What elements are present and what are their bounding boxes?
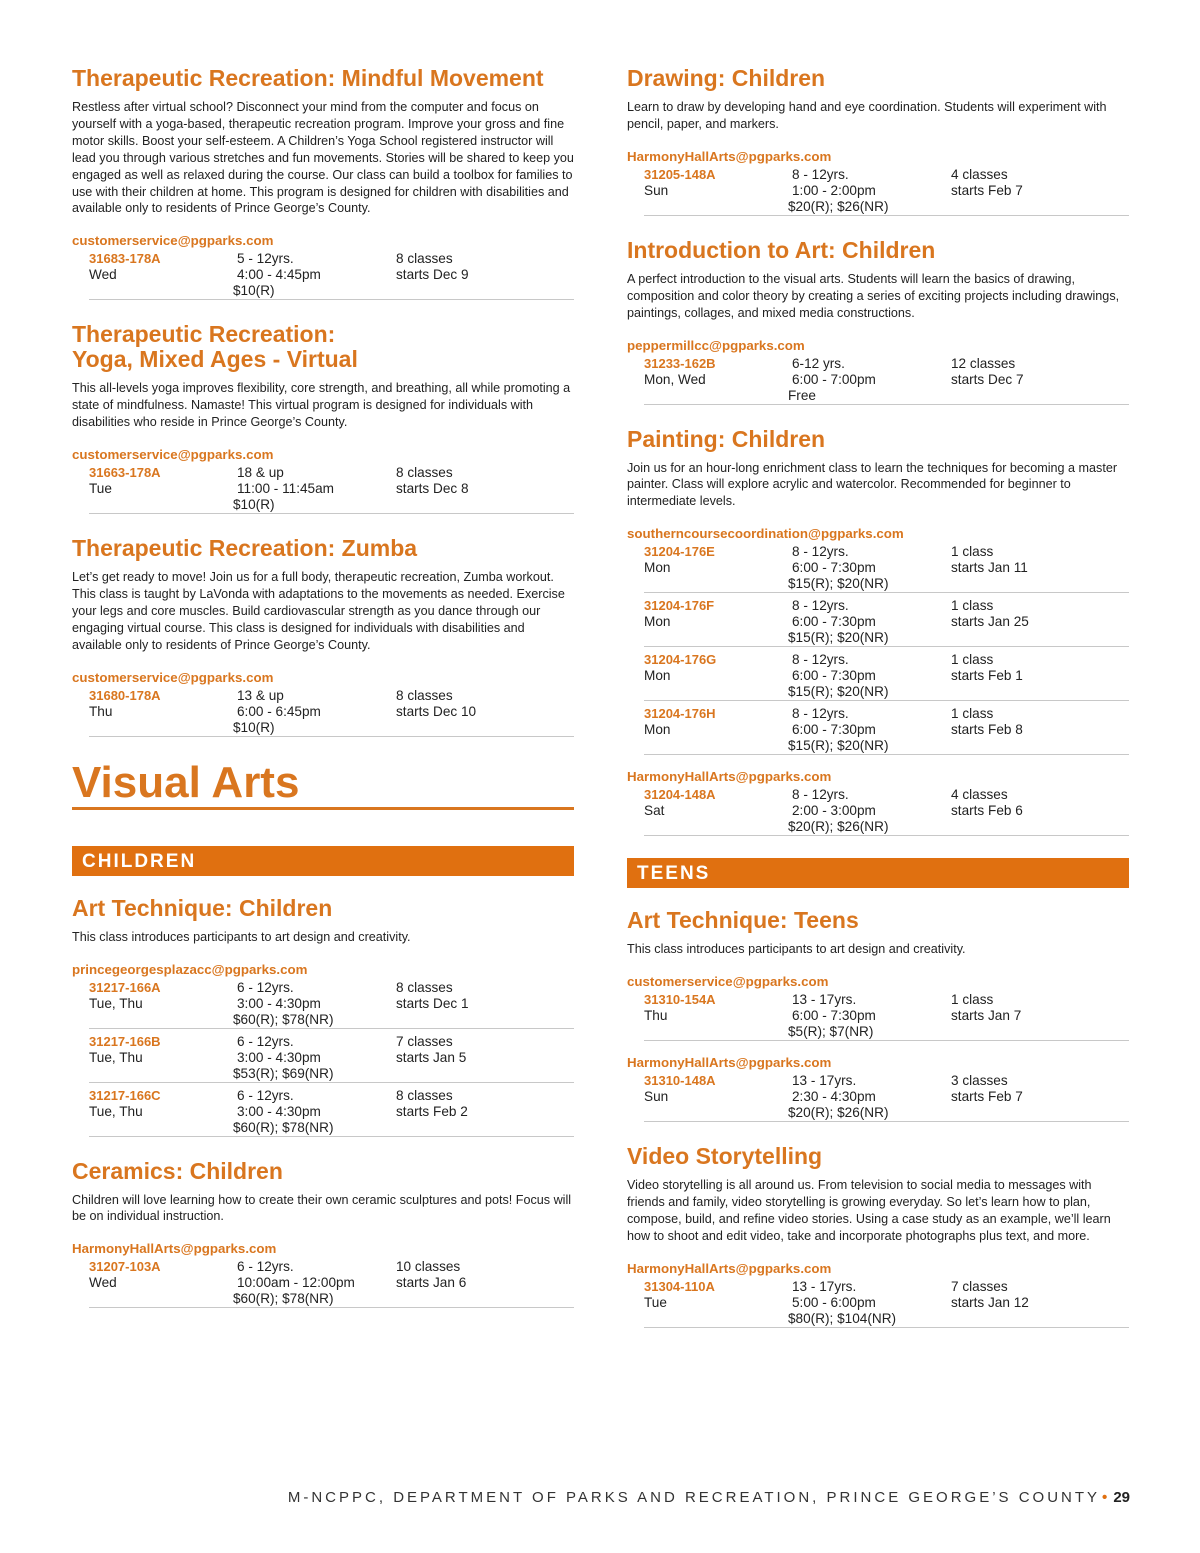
session-code: 31683-178A: [89, 251, 161, 267]
session-fee: $20(R); $26(NR): [788, 819, 889, 835]
session-code: 31204-176G: [644, 652, 717, 668]
course-description: Restless after virtual school? Disconnect your mind from the computer and focus on yourself with a yoga-based, therapeutic recreation program. Improve your gross and fine motor skills. Boost your self-esteem. A Children’s Yoga School registered instructor will lead you through various stretches and fun movements. Stories will be shared to keep you engaged as well as relaxed during the course. Our class can build a toolbox for families to use with their children at home. This program is designed for children with disabilities and available only to residents of Prince George’s County.: [72, 100, 574, 216]
session-code-days: [89, 688, 229, 720]
session-fee: $53(R); $69(NR): [233, 1065, 334, 1081]
session-time: 11:00 - 11:45am: [237, 481, 334, 497]
contact-email-link[interactable]: customerservice@pgparks.com: [72, 447, 274, 463]
session-ages-time-fee: [788, 787, 947, 835]
course-description: Let’s get ready to move! Join us for a full body, therapeutic recreation, Zumba workout. This class is taught by LaVonda with adaptations to the movements as needed. Exercise your legs and core muscles. Build cardiovascular strength as you dance through our engaging virtual course. This class is designed for individuals with disabilities and available only to residents of Prince George’s County.: [72, 570, 565, 652]
session-code: 31233-162B: [644, 355, 716, 371]
session-ages: 5 - 12yrs.: [237, 251, 294, 267]
session-classes-start: [951, 992, 1121, 1024]
session-days: Wed: [89, 267, 117, 283]
session-ages-time-fee: [233, 251, 392, 299]
course-title-text: Introduction to Art: Children: [627, 236, 936, 263]
session-start-date: starts Feb 7: [951, 1089, 1023, 1105]
session-code: 31207-103A: [89, 1259, 161, 1275]
session-class-count: 1 class: [951, 544, 994, 560]
session-ages-time-fee: [788, 355, 947, 404]
course-session-row: [89, 465, 574, 514]
session-ages-time-fee: [233, 1259, 392, 1307]
session-fee: $15(R); $20(NR): [788, 630, 889, 646]
session-start-date: starts Dec 9: [396, 267, 469, 283]
session-code-days: [644, 356, 784, 388]
session-code: 31204-148A: [644, 787, 716, 803]
session-classes-start: [396, 1088, 566, 1120]
contact-email-link[interactable]: HarmonyHallArts@pgparks.com: [627, 1260, 832, 1276]
session-start-date: starts Feb 1: [951, 668, 1023, 684]
session-classes-start: [396, 1259, 566, 1291]
session-classes-start: [951, 787, 1121, 819]
session-classes-start: [951, 1279, 1121, 1311]
session-ages-time-fee: [788, 992, 947, 1040]
session-time: 4:00 - 4:45pm: [237, 267, 321, 283]
course-block: [72, 1159, 574, 1309]
session-start-date: starts Dec 8: [396, 481, 469, 497]
course-session-row: [89, 251, 574, 300]
contact-email-link[interactable]: HarmonyHallArts@pgparks.com: [627, 769, 832, 785]
session-ages-time-fee: [788, 1073, 947, 1121]
category-band-teens: TEENS: [627, 858, 1129, 888]
session-code: 31304-110A: [644, 1278, 715, 1294]
category-band-children: CHILDREN: [72, 846, 574, 876]
session-fee: $60(R); $78(NR): [233, 1011, 334, 1027]
registration-group: [627, 769, 1129, 836]
session-code-days: [89, 251, 229, 283]
session-code: 31680-178A: [89, 687, 161, 703]
session-code-days: [89, 1088, 229, 1120]
contact-email-link[interactable]: customerservice@pgparks.com: [72, 233, 274, 249]
contact-email-link[interactable]: HarmonyHallArts@pgparks.com: [627, 1055, 832, 1071]
session-class-count: 8 classes: [396, 687, 453, 703]
session-days: Tue: [89, 481, 112, 497]
session-fee: $80(R); $104(NR): [788, 1310, 897, 1326]
session-classes-start: [396, 980, 566, 1012]
session-ages-time-fee: [788, 652, 947, 700]
session-days: Thu: [644, 1008, 668, 1024]
session-fee: $20(R); $26(NR): [788, 198, 889, 214]
course-session-row: [89, 1034, 574, 1083]
session-classes-start: [951, 356, 1121, 388]
session-days: Sat: [644, 803, 665, 819]
page-number: 29: [1113, 1489, 1130, 1506]
session-ages-time-fee: [788, 598, 947, 646]
registration-group: [627, 1055, 1129, 1122]
course-title: [72, 66, 574, 91]
session-classes-start: [951, 544, 1121, 576]
session-code-days: [644, 706, 784, 738]
session-code-days: [644, 598, 784, 630]
session-code: 31217-166A: [89, 979, 161, 995]
contact-email-link[interactable]: customerservice@pgparks.com: [72, 669, 274, 685]
session-start-date: starts Jan 11: [951, 560, 1028, 576]
session-code-days: [644, 992, 784, 1024]
session-class-count: 4 classes: [951, 787, 1008, 803]
session-ages-time-fee: [233, 1033, 392, 1082]
session-classes-start: [396, 251, 566, 283]
session-days: Sun: [644, 1089, 669, 1105]
session-code: 31663-178A: [89, 465, 161, 481]
session-days: Tue: [644, 1294, 667, 1310]
session-classes-start: [396, 465, 566, 497]
session-time: 2:30 - 4:30pm: [792, 1089, 876, 1105]
course-title-text: Painting: Children: [627, 425, 826, 452]
session-fee: $15(R); $20(NR): [788, 576, 889, 592]
course-title: [72, 1159, 574, 1184]
session-code-days: [644, 787, 784, 819]
course-session-row: [644, 1073, 1129, 1122]
course-title-text: Drawing: Children: [627, 65, 826, 91]
session-fee: $10(R): [233, 719, 275, 735]
course-title: [627, 238, 1129, 263]
contact-email-link[interactable]: HarmonyHallArts@pgparks.com: [627, 148, 832, 164]
course-block: [72, 322, 574, 514]
session-ages: 13 - 17yrs.: [792, 992, 857, 1008]
session-time: 10:00am - 12:00pm: [237, 1275, 355, 1291]
course-description: Children will love learning how to create their own ceramic sculptures and pots! Focus will be on individual instruction.: [72, 1192, 572, 1224]
session-start-date: starts Jan 12: [951, 1294, 1029, 1310]
session-class-count: 4 classes: [951, 166, 1008, 182]
session-days: Sun: [644, 182, 669, 198]
session-ages: 6 - 12yrs.: [237, 979, 294, 995]
session-ages: 13 & up: [237, 687, 284, 703]
registration-group: [627, 974, 1129, 1041]
course-description: Join us for an hour-long enrichment class to learn the techniques for becoming a master painter. Class will explore acrylic and watercolor. Recommended for beginner to intermediate levels.: [627, 460, 1118, 509]
session-ages: 8 - 12yrs.: [792, 166, 849, 182]
session-class-count: 7 classes: [396, 1033, 453, 1049]
course-block: [627, 427, 1129, 837]
contact-email-link[interactable]: princegeorgesplazacc@pgparks.com: [72, 961, 308, 977]
session-code: 31205-148A: [644, 166, 716, 182]
session-start-date: starts Jan 5: [396, 1049, 467, 1065]
session-code-days: [644, 652, 784, 684]
course-session-row: [89, 1259, 574, 1308]
contact-email-link[interactable]: peppermillcc@pgparks.com: [627, 337, 805, 353]
course-session-row: [89, 688, 574, 737]
course-description: Video storytelling is all around us. From television to social media to messages with friends and family, video storytelling is growing everyday. So let’s learn how to plan, compose, build, and refine video stories. Using a case study as an example, we’ll learn how to shoot and edit video, take and incorporate photographs plus text, and more.: [627, 1178, 1111, 1243]
course-title-text-line2: Yoga, Mixed Ages - Virtual: [72, 346, 358, 373]
session-time: 6:00 - 7:30pm: [792, 1008, 876, 1024]
session-time: 3:00 - 4:30pm: [237, 1049, 321, 1065]
registration-group: [627, 338, 1129, 405]
session-fee: $10(R): [233, 283, 275, 299]
contact-email-link[interactable]: HarmonyHallArts@pgparks.com: [72, 1241, 277, 1257]
registration-group: [72, 233, 574, 300]
session-time: 5:00 - 6:00pm: [792, 1294, 876, 1310]
session-ages: 8 - 12yrs.: [792, 544, 849, 560]
registration-group: [72, 670, 574, 737]
session-code-days: [89, 1034, 229, 1066]
course-title-text: Video Storytelling: [627, 1143, 823, 1170]
session-class-count: 1 class: [951, 706, 994, 722]
course-title: [72, 896, 574, 921]
session-ages: 6 - 12yrs.: [237, 1259, 294, 1275]
session-ages-time-fee: [233, 687, 392, 736]
session-days: Tue, Thu: [89, 995, 143, 1011]
course-title-text: Art Technique: Children: [72, 894, 333, 921]
session-class-count: 1 class: [951, 652, 994, 668]
session-code-days: [644, 1073, 784, 1105]
right-column: [627, 66, 1129, 1350]
session-class-count: 7 classes: [951, 1278, 1008, 1294]
session-code-days: [89, 980, 229, 1012]
session-start-date: starts Feb 2: [396, 1103, 468, 1119]
registration-group: [627, 1261, 1129, 1328]
session-days: Mon: [644, 722, 671, 738]
session-ages: 8 - 12yrs.: [792, 787, 849, 803]
session-ages: 6 - 12yrs.: [237, 1087, 294, 1103]
session-days: Tue, Thu: [89, 1049, 143, 1065]
session-time: 6:00 - 7:30pm: [792, 614, 876, 630]
session-fee: $5(R); $7(NR): [788, 1024, 874, 1040]
course-session-row: [644, 356, 1129, 405]
session-ages: 13 - 17yrs.: [792, 1278, 857, 1294]
session-fee: $20(R); $26(NR): [788, 1105, 889, 1121]
session-days: Mon: [644, 668, 671, 684]
session-start-date: starts Jan 6: [396, 1275, 467, 1291]
course-session-row: [89, 980, 574, 1029]
session-time: 6:00 - 7:30pm: [792, 560, 876, 576]
session-fee: $15(R); $20(NR): [788, 684, 889, 700]
page-footer: [0, 1489, 1130, 1506]
session-days: Wed: [89, 1275, 117, 1291]
course-title-text: Therapeutic Recreation: Mindful Movement: [72, 65, 544, 91]
section-title-visual-arts: Visual Arts: [72, 759, 574, 810]
session-ages-time-fee: [788, 706, 947, 754]
session-ages: 8 - 12yrs.: [792, 598, 849, 614]
course-block: [627, 66, 1129, 216]
session-fee: $10(R): [233, 497, 275, 513]
session-time: 2:00 - 3:00pm: [792, 803, 876, 819]
session-time: 6:00 - 6:45pm: [237, 703, 321, 719]
course-title-text: Ceramics: Children: [72, 1157, 283, 1184]
session-class-count: 3 classes: [951, 1073, 1008, 1089]
registration-group: [72, 1241, 574, 1308]
course-session-row: [644, 1279, 1129, 1328]
course-title: [72, 536, 574, 561]
session-ages: 18 & up: [237, 465, 284, 481]
session-class-count: 8 classes: [396, 465, 453, 481]
session-ages-time-fee: [233, 1087, 392, 1136]
course-description: This class introduces participants to art design and creativity.: [627, 942, 966, 957]
session-time: 6:00 - 7:30pm: [792, 722, 876, 738]
session-ages-time-fee: [233, 979, 392, 1028]
course-title: [627, 427, 1129, 452]
course-block: [627, 238, 1129, 405]
session-start-date: starts Jan 25: [951, 614, 1029, 630]
session-classes-start: [951, 652, 1121, 684]
course-title-text: Art Technique: Teens: [627, 907, 859, 934]
session-fee: Free: [788, 387, 816, 403]
course-session-row: [644, 544, 1129, 593]
course-title: [72, 322, 574, 372]
session-class-count: 8 classes: [396, 979, 453, 995]
session-classes-start: [951, 706, 1121, 738]
course-block: [72, 66, 574, 300]
session-ages-time-fee: [788, 544, 947, 592]
session-classes-start: [396, 688, 566, 720]
session-code: 31310-154A: [644, 992, 716, 1008]
session-start-date: starts Feb 6: [951, 803, 1023, 819]
session-ages-time-fee: [788, 166, 947, 215]
session-code-days: [89, 465, 229, 497]
session-ages: 8 - 12yrs.: [792, 652, 849, 668]
session-time: 6:00 - 7:00pm: [792, 371, 876, 387]
course-description: Learn to draw by developing hand and eye coordination. Students will experiment with pencil, paper, and markers.: [627, 100, 1107, 131]
footer-bullet-icon: •: [1102, 1489, 1108, 1506]
session-ages: 6 - 12yrs.: [237, 1033, 294, 1049]
course-title: [627, 908, 1129, 933]
course-block: [72, 536, 574, 737]
session-start-date: starts Jan 7: [951, 1008, 1022, 1024]
session-class-count: 1 class: [951, 598, 994, 614]
session-days: Mon: [644, 560, 671, 576]
session-class-count: 10 classes: [396, 1259, 461, 1275]
session-time: 1:00 - 2:00pm: [792, 182, 876, 198]
session-class-count: 8 classes: [396, 1087, 453, 1103]
session-classes-start: [951, 167, 1121, 199]
course-session-row: [89, 1088, 574, 1137]
session-fee: $60(R); $78(NR): [233, 1291, 334, 1307]
registration-group: [627, 526, 1129, 755]
session-classes-start: [951, 1073, 1121, 1105]
session-class-count: 1 class: [951, 992, 994, 1008]
session-ages-time-fee: [233, 465, 392, 513]
contact-email-link[interactable]: southerncoursecoordination@pgparks.com: [627, 526, 904, 542]
course-description: This all-levels yoga improves flexibility, core strength, and breathing, all while promoting a state of mindfulness. Namaste! This virtual program is designed for individuals with disabilities who reside in Prince George’s County.: [72, 381, 571, 430]
session-class-count: 12 classes: [951, 355, 1016, 371]
course-title-text: Therapeutic Recreation: Zumba: [72, 535, 418, 562]
session-code-days: [644, 167, 784, 199]
session-code: 31217-166C: [89, 1087, 161, 1103]
session-code: 31204-176F: [644, 598, 715, 614]
course-title-text: Therapeutic Recreation:: [72, 321, 336, 348]
session-fee: $15(R); $20(NR): [788, 738, 889, 754]
session-ages: 13 - 17yrs.: [792, 1073, 857, 1089]
session-time: 3:00 - 4:30pm: [237, 995, 321, 1011]
course-description: A perfect introduction to the visual arts. Students will learn the basics of drawing, composition and color theory by creating a series of exciting projects including drawings, paintings, collages, and mixed media constructions.: [627, 271, 1120, 320]
right-courses-1: [627, 66, 1129, 836]
course-block: [627, 908, 1129, 1122]
session-start-date: starts Feb 8: [951, 722, 1023, 738]
session-code: 31204-176H: [644, 706, 716, 722]
session-ages: 8 - 12yrs.: [792, 706, 849, 722]
session-class-count: 8 classes: [396, 251, 453, 267]
footer-text: M-NCPPC, DEPARTMENT OF PARKS AND RECREATION, PRINCE GEORGE’S COUNTY: [287, 1489, 1101, 1506]
session-start-date: starts Dec 7: [951, 371, 1024, 387]
session-classes-start: [951, 598, 1121, 630]
left-column: [72, 66, 574, 1330]
course-session-row: [644, 167, 1129, 216]
course-session-row: [644, 598, 1129, 647]
contact-email-link[interactable]: customerservice@pgparks.com: [627, 974, 829, 990]
course-title: [627, 1144, 1129, 1169]
session-time: 6:00 - 7:30pm: [792, 668, 876, 684]
registration-group: [72, 447, 574, 514]
course-session-row: [644, 706, 1129, 755]
course-block: [72, 896, 574, 1137]
session-start-date: starts Dec 10: [396, 703, 477, 719]
left-courses-2: [72, 896, 574, 1309]
session-ages: 6-12 yrs.: [792, 355, 845, 371]
course-description: This class introduces participants to art design and creativity.: [72, 929, 411, 944]
session-classes-start: [396, 1034, 566, 1066]
course-session-row: [644, 787, 1129, 836]
session-code: 31217-166B: [89, 1033, 161, 1049]
session-code-days: [89, 1259, 229, 1291]
course-title: [627, 66, 1129, 91]
right-courses-2: [627, 908, 1129, 1328]
session-code: 31204-176E: [644, 544, 715, 560]
session-fee: $60(R); $78(NR): [233, 1119, 334, 1135]
session-code-days: [644, 1279, 784, 1311]
session-start-date: starts Feb 7: [951, 182, 1023, 198]
registration-group: [627, 149, 1129, 216]
registration-group: [72, 962, 574, 1137]
course-session-row: [644, 992, 1129, 1041]
session-days: Thu: [89, 703, 113, 719]
session-code: 31310-148A: [644, 1073, 716, 1089]
course-session-row: [644, 652, 1129, 701]
session-days: Tue, Thu: [89, 1103, 143, 1119]
session-start-date: starts Dec 1: [396, 995, 469, 1011]
session-days: Mon: [644, 614, 671, 630]
session-ages-time-fee: [788, 1278, 947, 1327]
session-time: 3:00 - 4:30pm: [237, 1103, 321, 1119]
session-days: Mon, Wed: [644, 371, 706, 387]
session-code-days: [644, 544, 784, 576]
left-courses-1: [72, 66, 574, 737]
course-block: [627, 1144, 1129, 1328]
